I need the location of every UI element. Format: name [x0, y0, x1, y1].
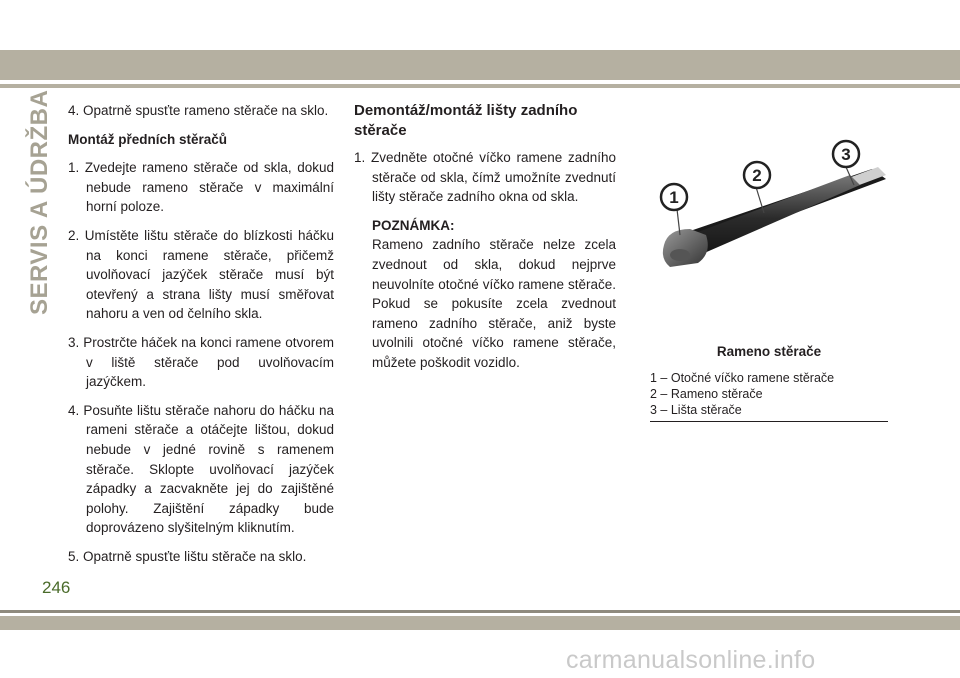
front-step-2: 2. Umístěte lištu stěrače do blízkosti háčku na konci ramene stěrače, přičemž uvolňovací jazýček stěrače musí být otevřený a strana lišty musí směřovat nahoru a ven od čelního skla.	[68, 227, 334, 322]
front-step-1: 1. Zvedejte rameno stěrače od skla, dokud nebude rameno stěrače v maximální horní poloze.	[68, 160, 334, 215]
legend-item-1: 1 – Otočné víčko ramene stěrače	[650, 371, 835, 385]
left-column	[68, 101, 334, 575]
figure-caption: Rameno stěrače	[716, 344, 822, 359]
footer-band	[0, 616, 960, 630]
header-rule	[0, 84, 960, 88]
front-wiper-heading: Montáž předních stěračů	[68, 131, 228, 147]
rear-step-1: 1. Zvedněte otočné víčko ramene zadního stěrače od skla, čímž umožníte zvednutí lišty stěrače zadního okna od skla.	[354, 150, 616, 205]
step-item-4-prev: 4. Opatrně spusťte rameno stěrače na sklo.	[68, 103, 329, 118]
callout-2	[744, 162, 770, 188]
callout-1	[661, 184, 687, 210]
legend-item-3: 3 – Lišta stěrače	[650, 403, 742, 417]
front-step-4: 4. Posuňte lištu stěrače nahoru do háčku na rameni stěrače a otáčejte lištou, dokud nebude v jedné rovině s ramenem stěrače. Sklopte uvolňovací jazýček západky a zacvakněte jej do zajištěné polohy. Zajištění západky bude doprovázeno slyšitelným kliknutím.	[68, 402, 334, 536]
legend-rule	[650, 421, 888, 422]
svg-text:3: 3	[841, 145, 851, 164]
legend-item-2: 2 – Rameno stěrače	[650, 387, 763, 401]
front-step-5: 5. Opatrně spusťte lištu stěrače na sklo.	[68, 548, 307, 564]
watermark: carmanualsonline.info	[566, 646, 816, 674]
note-title: POZNÁMKA:	[372, 217, 455, 233]
callout-3	[833, 141, 859, 167]
middle-column	[354, 101, 616, 373]
note-block	[354, 216, 616, 373]
header-band	[0, 50, 960, 80]
section-side-title: SERVIS A ÚDRŽBA	[26, 89, 53, 315]
front-step-3: 3. Prostrčte háček na konci ramene otvorem v liště stěrače pod uvolňovacím jazýčkem.	[68, 334, 334, 390]
rear-wiper-heading: Demontáž/montáž lišty zadního stěrače	[354, 102, 578, 139]
svg-text:2: 2	[752, 166, 762, 185]
note-text: Rameno zadního stěrače nelze zcela zvednout od skla, dokud nejprve neuvolníte otočné víčko ramene stěrače. Pokud se pokusíte zcela zvednout rameno zadního stěrače, aniž byste uvolnili otočné víčko ramene stěrače, můžete poškodit vozidlo.	[372, 237, 616, 370]
wiper-arm-illustration	[650, 135, 888, 305]
figure-legend	[650, 370, 888, 418]
page-number: 246	[42, 578, 71, 597]
wiper-arm-figure	[650, 135, 888, 305]
footer-rule	[0, 610, 960, 613]
svg-text:1: 1	[669, 188, 679, 207]
